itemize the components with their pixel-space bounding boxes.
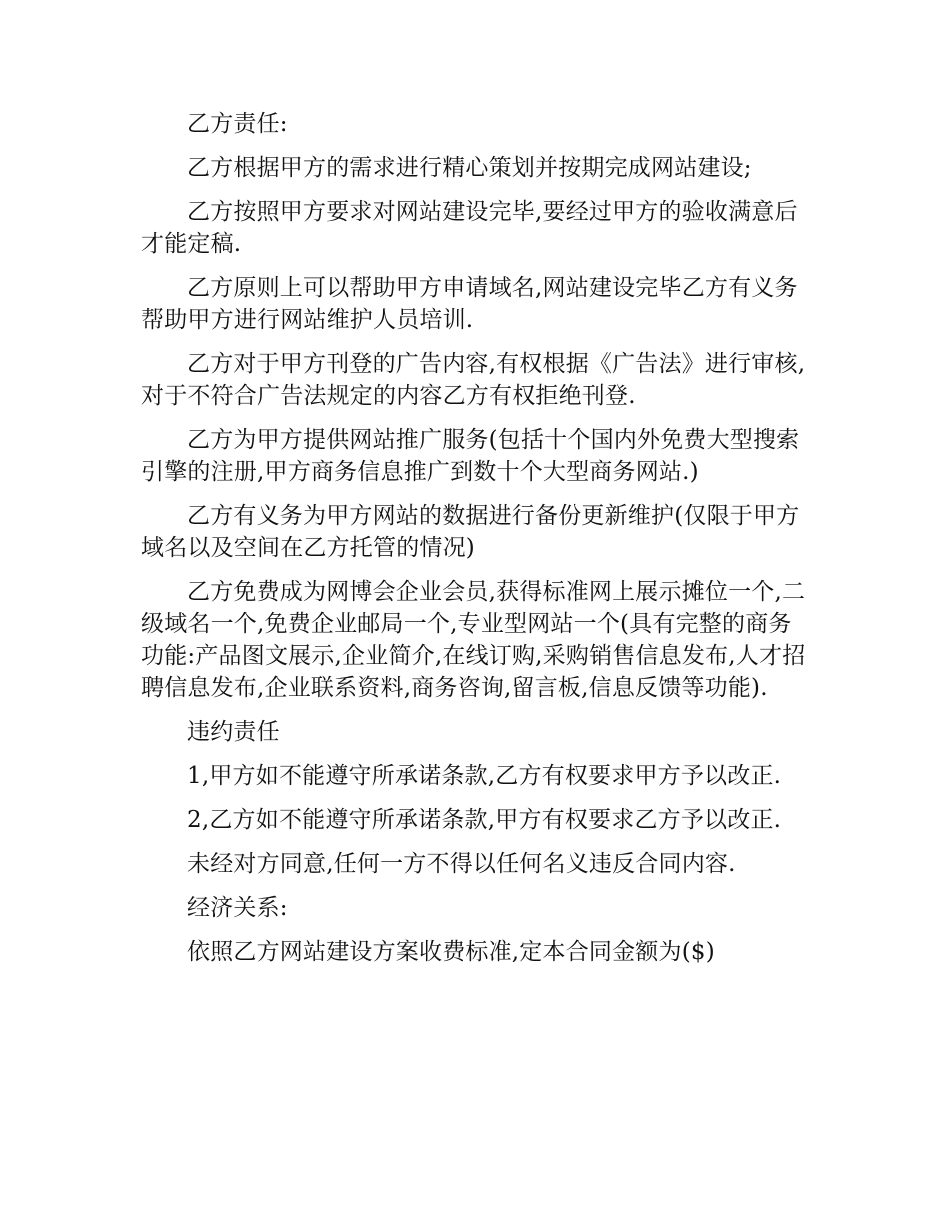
paragraph: 乙方按照甲方要求对网站建设完毕,要经过甲方的验收满意后才能定稿. [141,199,798,257]
paragraph: 乙方对于甲方刊登的广告内容,有权根据《广告法》进行审核,对于不符合广告法规定的内容乙方有权拒绝刊登. [141,351,806,409]
document-body [141,108,811,980]
paragraph: 乙方有义务为甲方网站的数据进行备份更新维护(仅限于甲方域名以及空间在乙方托管的情况) [141,503,800,561]
paragraph: 乙方原则上可以帮助甲方申请域名,网站建设完毕乙方有义务帮助甲方进行网站维护人员培训. [141,275,798,333]
paragraph: 乙方免费成为网博会企业会员,获得标准网上展示摊位一个,二级域名一个,免费企业邮局一个,专业型网站一个(具有完整的商务功能:产品图文展示,企业简介,在线订购,采购销售信息发布,人才招聘信息发布,企业联系资料,商务咨询,留言板,信息反馈等功能). [141,579,806,701]
paragraph: 乙方根据甲方的需求进行精心策划并按期完成网站建设; [187,155,752,181]
section-heading-economic-relations: 经济关系: [187,895,288,921]
paragraph: 乙方为甲方提供网站推广服务(包括十个国内外免费大型搜索引擎的注册,甲方商务信息推广到数十个大型商务网站.) [141,427,800,485]
paragraph: 未经对方同意,任何一方不得以任何名义违反合同内容. [187,851,736,877]
paragraph: 1,甲方如不能遵守所承诺条款,乙方有权要求甲方予以改正. [187,763,782,789]
section-heading-breach-liability: 违约责任 [187,719,280,745]
paragraph: 2,乙方如不能遵守所承诺条款,甲方有权要求乙方予以改正. [187,807,782,833]
section-heading-party-b-responsibility: 乙方责任: [187,111,288,137]
paragraph: 依照乙方网站建设方案收费标准,定本合同金额为($) [187,939,715,965]
